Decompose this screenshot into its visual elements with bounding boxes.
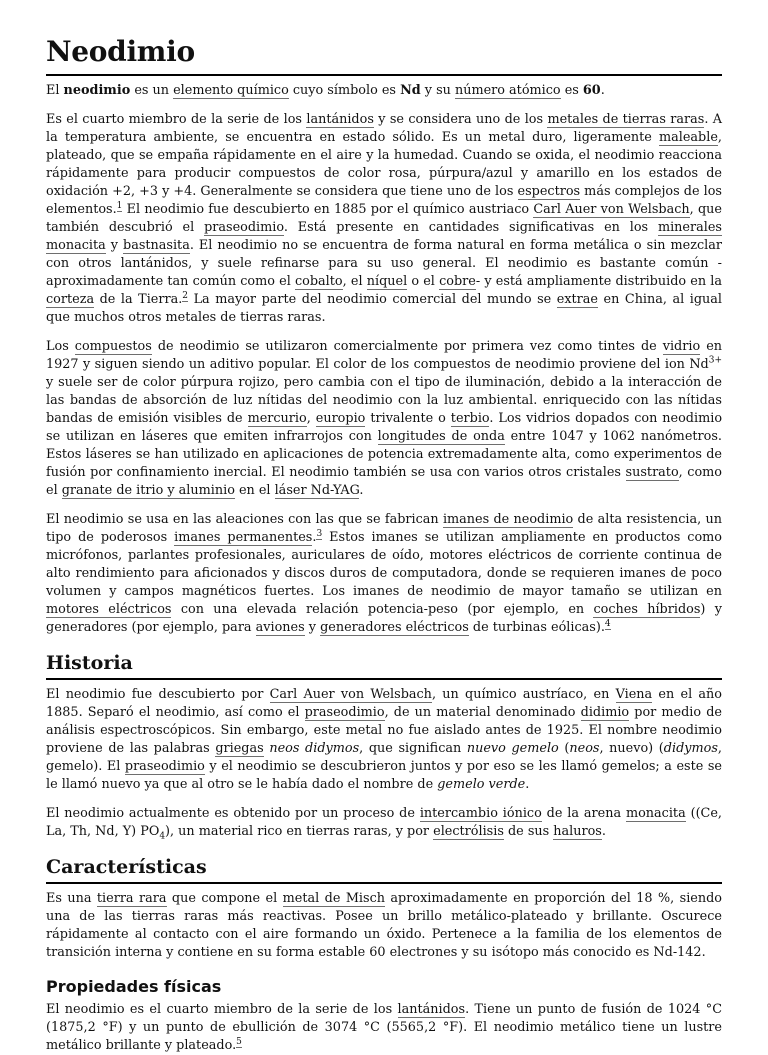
text: El neodimio se usa en las aleaciones con las que se fabrican [46,512,443,527]
link-praseodimio[interactable]: praseodimio [204,220,284,235]
link-longitudes-de-onda[interactable]: longitudes de onda [377,429,505,444]
text: La mayor parte del neodimio comercial del mundo se [188,292,557,307]
text: Es el cuarto miembro de la serie de los [46,112,307,127]
link-espectros[interactable]: espectros [517,184,581,199]
text: . Tiene un punto de fusión de 1024 °C (1875,2 °F) y un punto de ebullición de 3074 °C (5565,2 °F). El neodimio metálico tiene un lustre metálico brillante y plateado. [46,1002,722,1053]
reference-3[interactable]: 3 [316,528,323,539]
link-griegas[interactable]: griegas [215,741,264,756]
text: El neodimio fue descubierto por [46,687,270,702]
link-motores-electricos[interactable]: motores eléctricos [46,602,172,617]
text: por medio de análisis espectroscópicos. Sin embargo, este metal no fue aislado antes de 1925. El nombre neodimio proviene de las palabras [46,705,722,756]
text: . Está presente en cantidades significativas en los [283,220,658,235]
text: más complejos de los elementos. [46,184,722,217]
paragraph-physical-properties [46,1001,722,1055]
link-praseodimio[interactable]: praseodimio [304,705,385,720]
link-vidrio[interactable]: vidrio [662,339,701,354]
link-carl-auer-von-welsbach[interactable]: Carl Auer von Welsbach [533,202,690,217]
paragraph-production [46,805,722,841]
text: es un [130,83,174,98]
text: - y está ampliamente distribuido en la [475,274,723,289]
link-tierra-rara[interactable]: tierra rara [96,891,167,906]
italic-term: neos didymos [269,741,360,756]
text: cuyo símbolo es [288,83,401,98]
text: . [525,777,530,792]
link-cobre[interactable]: cobre [439,274,476,289]
reference-2[interactable]: 2 [182,290,189,301]
link-intercambio-ionico[interactable]: intercambio iónico [419,806,542,821]
link-lantanidos[interactable]: lantánidos [397,1002,466,1017]
text: con una elevada relación potencia-peso (por ejemplo, en [171,602,594,617]
text: es [560,83,583,98]
text: , que significan [359,741,467,756]
italic-term: neos [569,741,600,756]
link-europio[interactable]: europio [315,411,366,426]
link-metales-tierras-raras[interactable]: metales de tierras raras [547,112,705,127]
section-heading-caracteristicas: Características [46,855,722,884]
formula-subscript: 4 [159,831,166,842]
article [46,0,722,1055]
text: de turbinas eólicas). [468,620,605,635]
link-imanes-de-neodimio[interactable]: imanes de neodimio [442,512,574,527]
text: , que también descubrió el [46,202,722,235]
text: entre 1047 y 1062 nanómetros. Estos láseres se han utilizado en aplicaciones de potencia extremadamente alta, como experimentos de fusión por confinamiento inercial. El neodimio también se usa con varios otros cristales [46,429,722,480]
link-elemento-quimico[interactable]: elemento químico [173,83,289,98]
page-title: Neodimio [46,34,722,76]
text: . A la temperatura ambiente, se encuentra en estado sólido. Es un metal duro, ligeramente [46,112,722,145]
link-laser-nd-yag[interactable]: láser Nd-YAG [274,483,360,498]
text: y suele ser de color púrpura rojizo, pero cambia con el tipo de iluminación, debido a la interacción de las bandas de absorción de luz nítidas del neodimio con la luz ambiental. enriquecido con las nítidas bandas de emisión visibles de [46,375,722,426]
text: y [105,238,123,253]
link-monacita[interactable]: monacita [625,806,686,821]
italic-term: didymos [663,741,718,756]
text: ( [558,741,570,756]
link-coches-hibridos[interactable]: coches híbridos [593,602,701,617]
section-heading-historia: Historia [46,651,722,680]
text: de sus [503,824,554,839]
link-compuestos[interactable]: compuestos [74,339,152,354]
text: de neodimio se utilizaron comercialmente por primera vez como tintes de [151,339,663,354]
paragraph-overview [46,111,722,327]
link-sustrato[interactable]: sustrato [625,465,679,480]
italic-term: gemelo verde [437,777,526,792]
text: ), un material rico en tierras raras, y por [165,824,434,839]
text: ) y generadores (por ejemplo, para [46,602,722,635]
link-aviones[interactable]: aviones [255,620,305,635]
text: , gemelo). El [46,741,722,774]
text: y el neodimio se descubrieron juntos y por eso se les llamó gemelos; a este se le llamó nuevo ya que al otro se le había dado el nombre de [46,759,722,792]
link-numero-atomico[interactable]: número atómico [454,83,561,98]
text: y [304,620,321,635]
text: aproximadamente en proporción del 18 %, siendo una de las tierras raras más reactivas. Posee un brillo metálico-plateado y brillante. Oscurece rápidamente al contacto con el aire formando un óxido. Pertenece a la familia de los elementos de transición interna y contiene en su forma estable 60 electrones y su isótopo más conocido es Nd-142. [46,891,723,960]
text: , nuevo) ( [599,741,664,756]
text: o el [407,274,440,289]
link-didimio[interactable]: didimio [580,705,630,720]
link-metal-de-misch[interactable]: metal de Misch [282,891,385,906]
text: en el [234,483,275,498]
link-generadores-electricos[interactable]: generadores eléctricos [320,620,469,635]
text: en China, al igual que muchos otros metales de tierras raras. [46,292,722,325]
text: de alta resistencia, un tipo de poderosos [46,512,722,545]
paragraph-history [46,686,722,794]
text: . [600,83,605,98]
text: , un químico austríaco, en [431,687,616,702]
text: , como el [46,465,722,498]
reference-1[interactable]: 1 [116,200,123,211]
ion-charge: 3+ [708,355,722,366]
subsection-heading-propiedades-fisicas: Propiedades físicas [46,977,222,996]
text: Es una [46,891,97,906]
link-minerales-monacita[interactable]: minerales monacita [46,220,722,253]
text: El [46,83,64,98]
atomic-number: 60 [582,83,601,98]
link-niquel[interactable]: níquel [366,274,408,289]
text: , plateado, que se empaña rápidamente en el aire y la humedad. Cuando se oxida, el neodimio reacciona rápidamente para producir compuestos de color rosa, púrpura/azul y amarillo en los estados de oxidación +2, +3 y +4. Generalmente se considera que tiene uno de los [46,130,722,199]
bold-term: neodimio [63,83,131,98]
text: de la Tierra. [94,292,183,307]
link-corteza[interactable]: corteza [46,292,95,307]
text: . El neodimio no se encuentra de forma natural en forma metálica o sin mezclar con otros lantánidos, y suele refinarse para su uso general. El neodimio es bastante común -aproximadamente tan común como el [46,238,722,289]
link-extrae[interactable]: extrae [556,292,599,307]
text: que compone el [166,891,283,906]
link-granate-itrio-aluminio[interactable]: granate de itrio y aluminio [61,483,235,498]
text: El neodimio actualmente es obtenido por un proceso de [46,806,420,821]
link-viena[interactable]: Viena [615,687,653,702]
paragraph-magnets [46,511,722,637]
link-maleable[interactable]: maleable [659,130,718,145]
link-praseodimio[interactable]: praseodimio [124,759,205,774]
text: El neodimio fue descubierto en 1885 por el químico austriaco [122,202,534,217]
text: y su [420,83,455,98]
paragraph-compounds [46,338,722,500]
link-carl-auer-von-welsbach[interactable]: Carl Auer von Welsbach [269,687,432,702]
reference-4[interactable]: 4 [604,618,611,629]
text: El neodimio es el cuarto miembro de la serie de los [46,1002,398,1017]
text: de la arena [541,806,626,821]
text: , de un material denominado [384,705,581,720]
text: trivalente o [365,411,451,426]
link-lantanidos[interactable]: lantánidos [306,112,374,127]
text: . Los vidrios dopados con neodimio se utilizan en láseres que emiten infrarrojos con [46,411,723,444]
link-haluros[interactable]: haluros [553,824,602,839]
link-terbio[interactable]: terbio [450,411,490,426]
link-cobalto[interactable]: cobalto [294,274,343,289]
text: Estos imanes se utilizan ampliamente en productos como micrófonos, parlantes profesionales, auriculares de oído, motores eléctricos de corriente continua de alto rendimiento para aficionados y discos duros de computadora, donde se requieren imanes de poco volumen y campos magnéticos fuertes. Los imanes de neodimio de mayor tamaño se utilizan en [46,530,723,599]
element-symbol: Nd [400,83,421,98]
text: en el año 1885. Separó el neodimio, así como el [46,687,722,720]
text: . [312,530,317,545]
text: ((Ce, La, Th, Nd, Y) PO [46,806,722,839]
text: y se considera uno de los [373,112,548,127]
text: . [359,483,364,498]
link-bastnasita[interactable]: bastnasita [123,238,190,253]
italic-term: nuevo gemelo [466,741,559,756]
link-electrolisis[interactable]: electrólisis [433,824,504,839]
reference-5[interactable]: 5 [236,1036,242,1047]
text: en 1927 y siguen siendo un aditivo popular. El color de los compuestos de neodimio proviene del ion Nd [46,339,723,372]
link-imanes-permanentes[interactable]: imanes permanentes [174,530,313,545]
text: , el [342,274,367,289]
intro-paragraph [46,82,722,100]
text: . [601,824,606,839]
paragraph-characteristics [46,890,722,962]
text: , [306,411,316,426]
link-mercurio[interactable]: mercurio [247,411,307,426]
text: Los [46,339,75,354]
